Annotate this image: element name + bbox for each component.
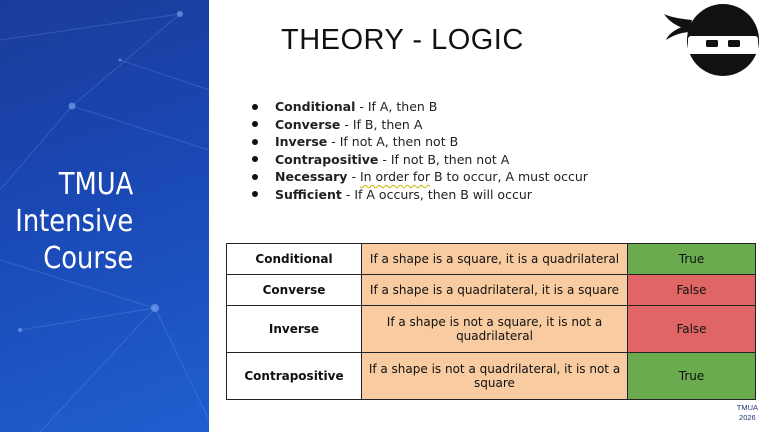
logic-statements-table [226, 243, 756, 400]
bullet-dot-icon [252, 191, 258, 197]
bullet-dot-icon [252, 104, 258, 110]
list-item [252, 168, 588, 186]
definition-text: - If not A, then not B [327, 134, 459, 149]
definition-text: B to occur, A must occur [430, 169, 588, 184]
definition-text: - If A occurs, then B will occur [341, 186, 532, 202]
course-title-line: TMUA [58, 167, 133, 202]
bullet-dot-icon [252, 121, 258, 127]
definition-term: Necessary [275, 169, 348, 184]
definition-text: - [347, 169, 360, 184]
course-title-line: Course [42, 241, 133, 276]
table-row [227, 275, 756, 306]
row-truth-value: True [628, 353, 756, 400]
bullet-dot-icon [252, 156, 258, 162]
definition-term: Inverse [275, 134, 328, 149]
row-name: Conditional [227, 244, 362, 275]
definition-term: Converse [275, 116, 341, 132]
row-name: Inverse [227, 306, 362, 353]
table-row [227, 306, 756, 353]
row-truth-value: False [628, 275, 756, 306]
definition-term: Contrapositive [275, 151, 379, 167]
footer-line: TMUA [736, 403, 758, 412]
row-truth-value: False [628, 306, 756, 353]
row-name: Contrapositive [227, 353, 362, 400]
bullet-dot-icon [252, 174, 258, 180]
definition-term: Conditional [275, 99, 356, 114]
row-name: Converse [227, 275, 362, 306]
row-statement: If a shape is a quadrilateral, it is a square [362, 275, 628, 306]
list-item [252, 98, 588, 116]
slide-title: THEORY - LOGIC [281, 24, 524, 56]
definition-text: - If not B, then not A [378, 151, 510, 167]
row-truth-value: True [628, 244, 756, 275]
list-item [252, 116, 588, 134]
table-row [227, 244, 756, 275]
row-statement: If a shape is a square, it is a quadrilateral [362, 244, 628, 275]
definition-text: - If A, then B [355, 99, 438, 114]
row-statement: If a shape is not a square, it is not a quadrilateral [362, 306, 628, 353]
definitions-list [252, 98, 588, 203]
definition-text-underlined: In order for [359, 169, 431, 184]
course-title [15, 166, 133, 277]
bullet-dot-icon [252, 139, 258, 145]
list-item [252, 133, 588, 151]
table-row [227, 353, 756, 400]
list-item [252, 186, 588, 204]
definition-term: Sufficient [275, 186, 342, 202]
footer-line: 2026 [739, 413, 756, 422]
list-item [252, 151, 588, 169]
definition-text: - If B, then A [340, 116, 423, 132]
course-title-line: Intensive [14, 204, 133, 239]
left-brand-panel [0, 0, 209, 432]
footer-label [737, 403, 758, 423]
ninja-mascot-icon [662, 2, 760, 78]
row-statement: If a shape is not a quadrilateral, it is not a square [362, 353, 628, 400]
